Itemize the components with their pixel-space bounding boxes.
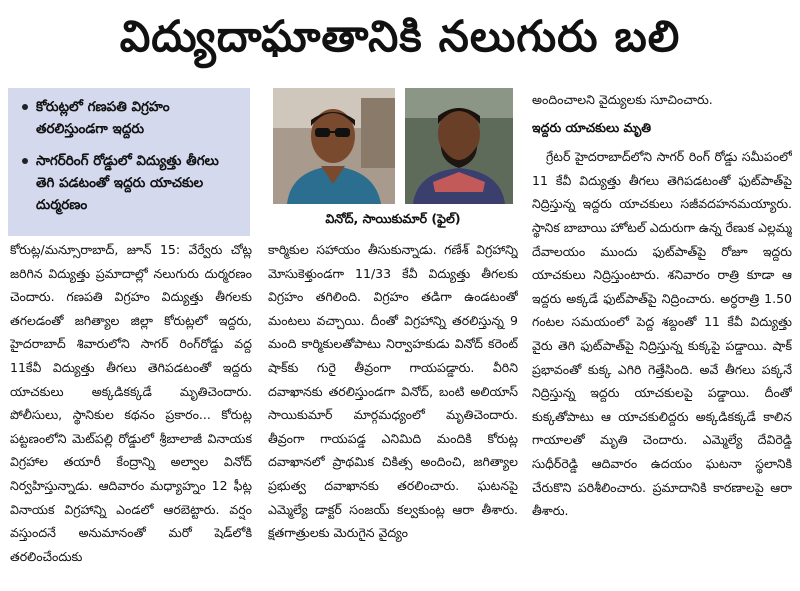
article-column-1	[10, 238, 252, 588]
article-column-3	[532, 88, 792, 588]
column-3-intro: అందించాలని వైద్యులకు సూచించారు.	[532, 92, 713, 107]
column-3-subheading: ఇద్దరు యాచకులు మృతి	[532, 119, 652, 135]
highlights-box	[8, 88, 250, 236]
column-1-text: కోరుట్ల/మన్సూరాబాద్, జూన్ 15: వేర్వేరు చోట్ల జరిగిన విద్యుత్తు ప్రమాదాల్లో నలుగురు దుర్మరణం చెందారు. గణపతి విగ్రహం విద్యుత్తు తీగలకు తగలడంతో జగిత్యాల జిల్లా కోరుట్లలో ఇద్దరు, హైదరాబాద్ శివారులోని సాగర్ రింగ్‌రోడ్డు వద్ద 11కేవీ విద్యుత్తు తీగలు తెగిపడటంతో ఇద్దరు యాచకులు అక్కడికక్కడే మృతిచెందారు. పోలీసులు, స్థానికుల కథనం ప్రకారం... కోరుట్ల పట్టణంలోని మెట్‌పల్లి రోడ్డులో శ్రీబాలాజీ వినాయక విగ్రహాల తయారీ కేంద్రాన్ని అల్వాల వినోద్ నిర్వహిస్తున్నాడు. ఆదివారం మధ్యాహ్నం 12 ఫీట్ల వినాయక విగ్రహాన్ని ఎండలో ఆరబెట్టారు. వర్షం వస్తుందనే అనుమానంతో మరో షెడ్‌లోకి తరలించేందుకు	[10, 242, 252, 564]
column-2-text: కార్మికుల సహాయం తీసుకున్నాడు. గణేశ్ విగ్రహాన్ని మోసుకెళ్తుండగా 11/33 కేవీ విద్యుత్తు తీగలకు విగ్రహం తగిలింది. విగ్రహం తడిగా ఉండటంతో మంటలు వచ్చాయి. దీంతో విగ్రహాన్ని తరలిస్తున్న 9 మంది కార్మికులతోపాటు నిర్వాహకుడు వినోద్ కరెంట్ షాక్‌కు గురై తీవ్రంగా గాయపడ్డారు. వీరిని దవాఖానకు తరలిస్తుండగా వినోద్, బంటి అలియాస్ సాయికుమార్ మార్గమధ్యంలో మృతిచెందారు. తీవ్రంగా గాయపడ్డ ఎనిమిది మందికి కోరుట్ల దవాఖానలో ప్రాథమిక చికిత్స అందించి, జగిత్యాల ప్రభుత్వ దవాఖానకు తరలించారు. ఘటనపై ఎమ్మెల్యే డాక్టర్ సంజయ్ కల్వకుంట్ల ఆరా తీశారు. క్షతగాత్రులకు మెరుగైన వైద్యం	[268, 242, 518, 541]
headline: విద్యుదాఘాతానికి నలుగురు బలి	[119, 12, 681, 62]
highlight-item: సాగర్‌రింగ్ రోడ్డులో విద్యుత్తు తీగలు తెగి పడటంతో ఇద్దరు యాచకుల దుర్మరణం	[22, 150, 240, 216]
column-3-text: గ్రేటర్ హైదరాబాద్‌లోని సాగర్ రింగ్ రోడ్డు సమీపంలో 11 కేవీ విద్యుత్తు తీగలు తెగిపడటంతో ఫుట్‌పాత్‌పై నిద్రిస్తున్న ఇద్దరు యాచకులు సజీవదహనమయ్యారు. స్థానిక బాబాయి హోటల్ ఎదురుగా ఉన్న రేణుక ఎల్లమ్మ దేవాలయం ముందు ఫుట్‌పాత్‌పై రోజూ ఇద్దరు యాచకులు నిద్రిస్తుంటారు. శనివారం రాత్రి కూడా ఆ ఇద్దరు అక్కడే ఫుట్‌పాత్‌పై నిద్రించారు. అర్ధరాత్రి 1.50 గంటల సమయంలో పెద్ద శబ్దంతో 11 కేవీ విద్యుత్తు వైరు తెగి ఫుట్‌పాత్‌పై నిద్రిస్తున్న కుక్కపై పడ్డాయి. షాక్ ప్రభావంతో కుక్క ఎగిరి గెత్తేసింది. అవే తీగలు పక్కనే నిద్రిస్తున్న ఇద్దరు యాచకులపై పడ్డాయి. దీంతో కుక్కతోపాటు ఆ యాచకులిద్దరు అక్కడికక్కడే కాలిన గాయాలతో మృతి చెందారు. ఎమ్మెల్యే దేవిరెడ్డి సుధీర్‌రెడ్డి ఆదివారం ఉదయం ఘటనా స్థలానికి చేరుకొని పరిశీలించారు. ప్రమాదానికి కారణాలపై ఆరా తీశారు.	[532, 149, 792, 519]
highlight-item: కోరుట్లలో గణపతి విగ్రహం తరలిస్తుండగా ఇద్దరు	[22, 96, 240, 140]
photo-caption: వినోద్, సాయికుమార్ (ఫైల్)	[325, 211, 461, 226]
photo-vinod	[273, 88, 395, 204]
article-column-2	[268, 238, 518, 588]
photo-saikumar	[405, 88, 513, 204]
highlights-list	[22, 96, 240, 216]
